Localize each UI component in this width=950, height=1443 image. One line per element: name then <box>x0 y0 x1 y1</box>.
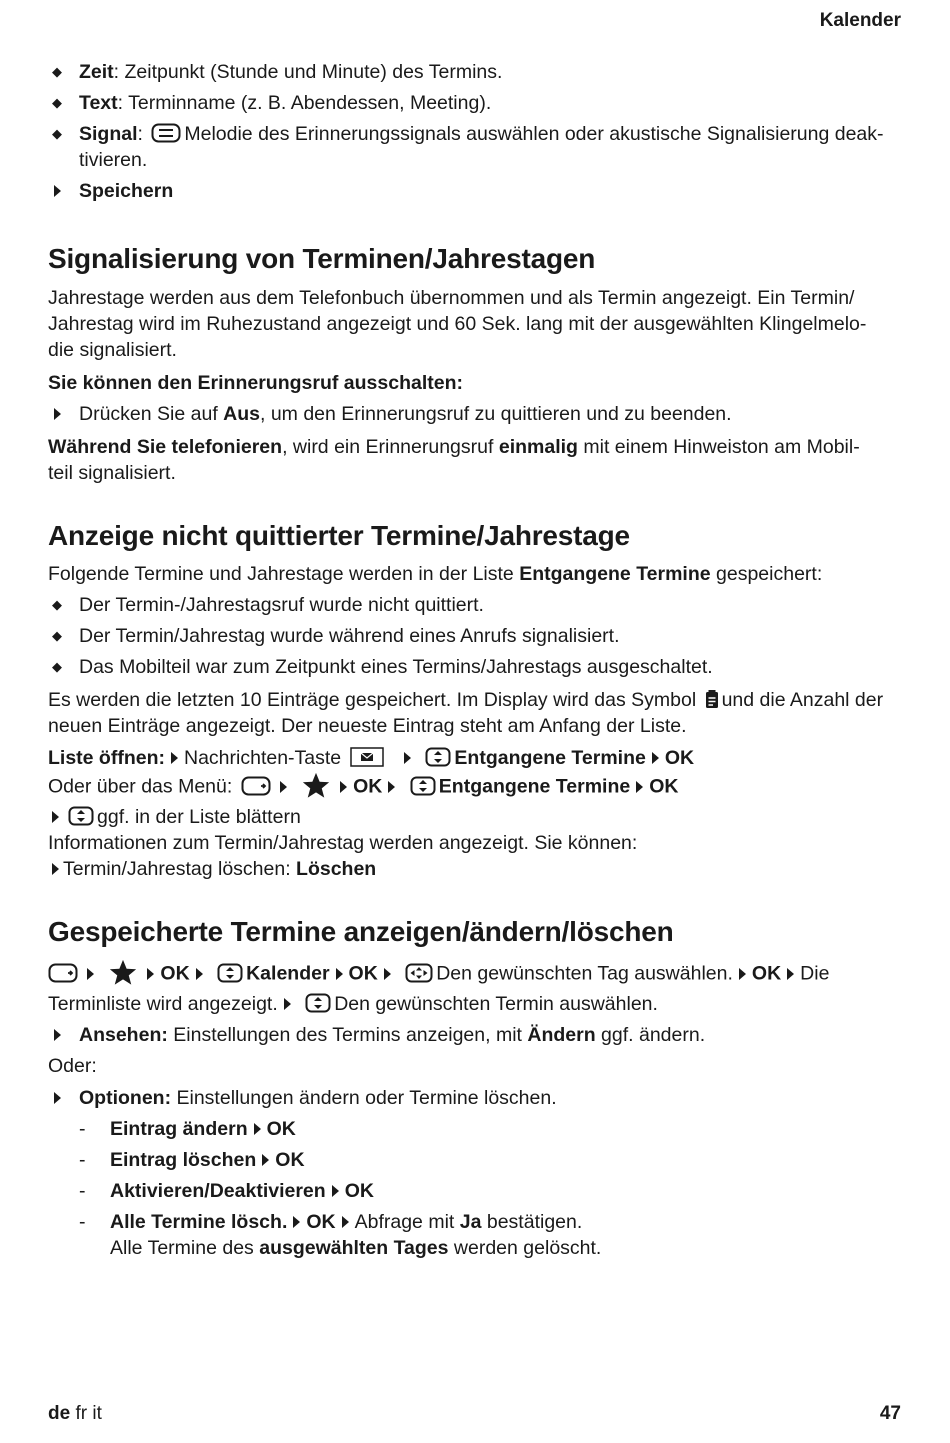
star-icon <box>108 958 138 988</box>
step-arrow-icon <box>52 401 70 427</box>
star-icon <box>301 771 331 801</box>
field-desc: Melodie des Erinnerungssignals auswählen oder akustische Signalisierung deak- <box>184 123 884 145</box>
control-key-icon <box>151 123 181 143</box>
nav-scroll: ggf. in der Liste blättern <box>48 804 904 830</box>
list-item: ◆ Das Mobilteil war zum Zeitpunkt eines Termins/Jahrestags ausgeschaltet. <box>52 656 713 678</box>
list-item <box>48 90 904 116</box>
paragraph: Oder: <box>48 1055 97 1077</box>
paragraph: Informationen zum Termin/Jahrestag werden angezeigt. Sie können: <box>48 832 638 854</box>
field-label: Text <box>79 92 118 114</box>
page-number: 47 <box>879 1403 901 1424</box>
sub-item: - Eintrag löschen OK <box>79 1149 305 1171</box>
paragraph: Jahrestage werden aus dem Telefonbuch übernommen und als Termin angezeigt. Ein Termin/ Jahrestag wird im Ruhezustand angezeigt und 60 Sek. lang mit der ausgewählten Klingelmelo- die signalisiert. <box>48 287 867 361</box>
list-item <box>48 178 904 204</box>
page-content <box>48 59 904 1266</box>
save-label: Speichern <box>79 180 174 202</box>
paragraph: Während Sie telefonieren, wird ein Erinnerungsruf einmalig mit einem Hinweiston am Mobil- teil signalisiert. <box>48 436 860 484</box>
step-arrow-icon <box>52 178 70 204</box>
section-title: Gespeicherte Termine anzeigen/ändern/löschen <box>48 916 674 947</box>
field-desc: : Terminname (z. B. Abendessen, Meeting). <box>117 92 492 114</box>
sub-item: - Alle Termine lösch. OK Abfrage mit Ja bestätigen. Alle Termine des ausgewählten Tages werden gelöscht. <box>79 1211 602 1259</box>
diamond-bullet-icon: ◆ <box>52 597 62 612</box>
language-indicator: de fr it <box>48 1403 102 1424</box>
step-arrow-icon <box>52 1022 70 1048</box>
sub-item: - Aktivieren/Deaktivieren OK <box>79 1180 374 1202</box>
nav-path-menu: Oder über das Menü: OK Entgangene Termine OK <box>48 771 904 804</box>
field-label: Signal <box>79 123 138 145</box>
sub-item: - Eintrag ändern OK <box>79 1118 296 1140</box>
nav-path-open: Liste öffnen: Nachrichten-Taste Entgangene Termine OK <box>48 747 695 769</box>
section-title: Signalisierung von Terminen/Jahrestagen <box>48 243 596 274</box>
list-item: ◆ Der Termin/Jahrestag wurde während eines Anrufs signalisiert. <box>52 625 620 647</box>
nav-up-down-icon <box>68 806 94 826</box>
list-item: ◆ Der Termin-/Jahrestagsruf wurde nicht quittiert. <box>52 594 484 616</box>
diamond-bullet-icon: ◆ <box>52 126 62 141</box>
diamond-bullet-icon: ◆ <box>52 64 62 79</box>
list-item: Optionen: Einstellungen ändern oder Termine löschen. <box>48 1085 904 1111</box>
list-item <box>48 59 904 85</box>
list-item <box>48 121 904 173</box>
nav-path-calendar: OK Kalender OK Den gewünschten Tag auswählen. OK Die Terminliste wird angezeigt. Den gewünschten Termin auswählen. <box>48 958 904 1017</box>
nav-four-way-icon <box>405 963 433 983</box>
diamond-bullet-icon: ◆ <box>52 628 62 643</box>
missed-appointment-icon <box>705 689 719 709</box>
nav-up-down-icon <box>217 963 243 983</box>
subheading: Sie können den Erinnerungsruf ausschalten: <box>48 372 463 394</box>
nav-up-down-icon <box>410 776 436 796</box>
field-desc: : Zeitpunkt (Stunde und Minute) des Termins. <box>113 61 503 83</box>
diamond-bullet-icon: ◆ <box>52 659 62 674</box>
nav-up-down-icon <box>425 747 451 767</box>
delete-step: Termin/Jahrestag löschen: Löschen <box>48 856 904 882</box>
step-arrow-icon <box>52 1085 70 1111</box>
list-item: Drücken Sie auf Aus, um den Erinnerungsruf zu quittieren und zu beenden. <box>48 401 904 427</box>
list-item: Ansehen: Einstellungen des Termins anzeigen, mit Ändern ggf. ändern. <box>48 1022 904 1048</box>
paragraph: Es werden die letzten 10 Einträge gespeichert. Im Display wird das Symbol und die Anzahl der neuen Einträge angezeigt. Der neueste Eintrag steht am Anfang der Liste. <box>48 689 884 737</box>
nav-up-down-icon <box>305 993 331 1013</box>
menu-key-icon <box>241 776 271 796</box>
message-key-icon <box>350 747 384 767</box>
section-title: Anzeige nicht quittierter Termine/Jahrestage <box>48 520 630 551</box>
field-desc-cont: tivieren. <box>79 149 148 171</box>
colon: : <box>137 123 143 145</box>
menu-key-icon <box>48 963 78 983</box>
chapter-title: Kalender <box>819 10 901 31</box>
paragraph: Folgende Termine und Jahrestage werden in der Liste Entgangene Termine gespeichert: <box>48 563 823 585</box>
diamond-bullet-icon: ◆ <box>52 95 62 110</box>
field-label: Zeit <box>79 61 114 83</box>
